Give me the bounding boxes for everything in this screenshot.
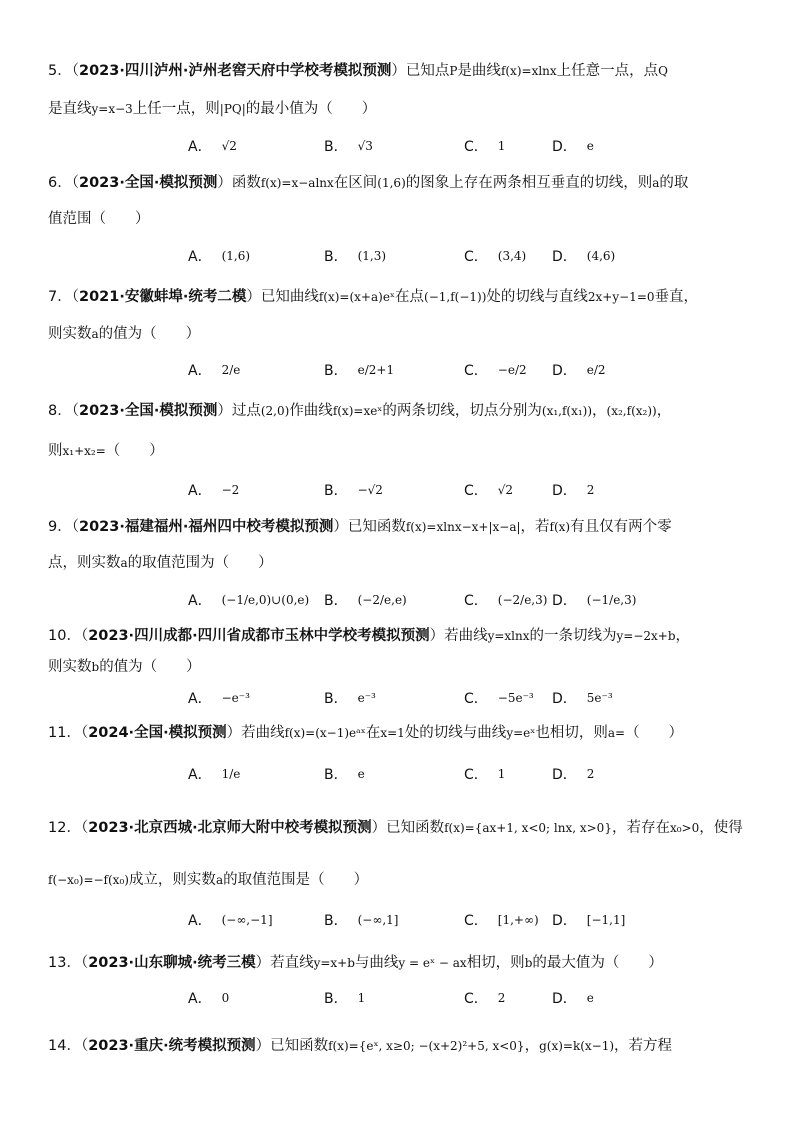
math-expression: a= <box>607 726 626 740</box>
question-text: 9．（ <box>48 519 79 535</box>
option-value: (3,4) <box>497 249 527 263</box>
math-expression: f(x)=(x−1)eᵃˣ <box>284 726 366 740</box>
question-text: ）过点 <box>217 403 261 419</box>
option-label: C． <box>464 249 488 265</box>
option-a <box>188 900 273 940</box>
question-6-line-1 <box>48 172 748 194</box>
question-text: 的最大值为（ ） <box>532 955 663 971</box>
option-value: 1/e <box>221 767 241 781</box>
question-5-options <box>188 126 748 166</box>
option-d <box>552 350 606 390</box>
question-text: ，若存在 <box>611 820 670 836</box>
question-text: 7．（ <box>48 289 79 305</box>
option-a <box>188 754 240 794</box>
option-c <box>464 754 505 794</box>
question-text: ）已知函数 <box>255 1038 329 1054</box>
question-10-options <box>188 678 748 718</box>
math-expression: x₀>0 <box>669 821 700 835</box>
source-tag: 2023·四川成都·四川省成都市玉林中学校考模拟预测 <box>88 628 430 644</box>
question-12-line-2 <box>48 869 748 891</box>
question-text: 则实数 <box>48 326 92 342</box>
option-c <box>464 236 526 276</box>
option-d <box>552 678 613 718</box>
option-value: 5e⁻³ <box>586 691 613 705</box>
option-label: A． <box>188 691 212 707</box>
question-text: ）已知点 <box>391 63 450 79</box>
math-expression: a <box>120 556 128 570</box>
option-label: A． <box>188 991 212 1007</box>
option-label: A． <box>188 593 212 609</box>
option-label: A． <box>188 249 212 265</box>
option-value: −e⁻³ <box>221 691 250 705</box>
option-label: B． <box>324 913 348 929</box>
option-value: (−∞,−1] <box>221 913 273 927</box>
question-text: ）若曲线 <box>226 725 285 741</box>
option-label: A． <box>188 483 212 499</box>
source-tag: 2024·全国·模拟预测 <box>88 725 227 741</box>
question-text: ， <box>675 628 691 644</box>
option-c <box>464 470 513 510</box>
question-text: 的值为（ ） <box>99 659 201 675</box>
question-text: 11．（ <box>48 725 89 741</box>
question-text: ）已知函数 <box>371 820 445 836</box>
question-text: ，若 <box>520 519 550 535</box>
option-label: C． <box>464 913 488 929</box>
option-label: B． <box>324 767 348 783</box>
source-tag: 2021·安徽蚌埠·统考二模 <box>78 289 247 305</box>
option-label: D． <box>552 913 577 929</box>
question-text: 12．（ <box>48 820 89 836</box>
question-13-options <box>188 978 748 1018</box>
question-12-options <box>188 900 748 940</box>
question-text: 则实数 <box>48 659 92 675</box>
option-label: B． <box>324 363 348 379</box>
option-b <box>324 900 398 940</box>
math-expression: y=x+b <box>313 956 355 970</box>
question-text: 的取值范围为（ ） <box>127 555 273 571</box>
option-d <box>552 236 615 276</box>
option-b <box>324 236 386 276</box>
question-text: 也相切，则 <box>535 725 608 741</box>
math-expression: |PQ| <box>219 102 246 116</box>
option-label: D． <box>552 483 577 499</box>
option-value: (−2/e,e) <box>357 593 407 607</box>
question-text: 成立，则实数 <box>128 872 216 888</box>
question-11-options <box>188 754 748 794</box>
question-text: ，若方程 <box>614 1038 673 1054</box>
option-label: B． <box>324 691 348 707</box>
option-value: 2/e <box>221 363 241 377</box>
question-text: （ ） <box>105 443 164 459</box>
option-label: C． <box>464 767 488 783</box>
math-expression: b <box>91 660 100 674</box>
question-text: 在区间 <box>333 175 378 191</box>
math-expression: Q <box>658 64 669 78</box>
math-expression: P <box>449 64 458 78</box>
option-value: [−1,1] <box>586 913 626 927</box>
source-tag: 2023·全国·模拟预测 <box>78 175 218 191</box>
option-b <box>324 126 373 166</box>
question-13-line-1 <box>48 952 748 974</box>
option-d <box>552 470 594 510</box>
option-b <box>324 978 365 1018</box>
option-label: B． <box>324 139 348 155</box>
question-text: 相切，则 <box>466 955 525 971</box>
option-label: D． <box>552 691 577 707</box>
option-value: −e/2 <box>497 363 527 377</box>
option-a <box>188 126 237 166</box>
option-b <box>324 470 383 510</box>
question-text: ， <box>592 403 607 419</box>
math-expression: (2,0) <box>260 404 290 418</box>
option-label: D． <box>552 593 577 609</box>
math-expression: f(x)=xeˣ <box>332 404 383 418</box>
question-text: 垂直， <box>654 289 699 305</box>
source-tag: 2023·山东聊城·统考三模 <box>88 955 256 971</box>
question-text: 的最小值为（ ） <box>245 101 377 117</box>
source-tag: 2023·四川泸州·泸州老窖天府中学校考模拟预测 <box>78 63 392 79</box>
question-9-line-1 <box>48 516 748 538</box>
option-d <box>552 900 625 940</box>
option-value: (1,6) <box>221 249 251 263</box>
source-tag: 2023·福建福州·福州四中校考模拟预测 <box>78 519 334 535</box>
math-expression: x₁+x₂= <box>62 444 106 458</box>
option-a <box>188 978 229 1018</box>
option-value: 2 <box>497 991 506 1005</box>
option-c <box>464 678 534 718</box>
question-6-options <box>188 236 748 276</box>
option-value: 1 <box>497 767 506 781</box>
question-text: 与曲线 <box>354 955 399 971</box>
question-text: 10．（ <box>48 628 89 644</box>
option-value: √2 <box>497 483 514 497</box>
math-expression: b <box>524 956 533 970</box>
option-value: e <box>586 991 594 1005</box>
option-label: D． <box>552 767 577 783</box>
question-7-options <box>188 350 748 390</box>
question-9-line-2 <box>48 552 748 574</box>
option-label: B． <box>324 593 348 609</box>
question-text: 上任一点，则 <box>132 101 220 117</box>
option-label: B． <box>324 249 348 265</box>
option-c <box>464 978 505 1018</box>
option-label: A． <box>188 913 212 929</box>
option-c <box>464 900 539 940</box>
option-label: C． <box>464 593 488 609</box>
source-tag: 2023·北京西城·北京师大附中校考模拟预测 <box>88 820 372 836</box>
option-value: e <box>586 139 594 153</box>
option-label: A． <box>188 767 212 783</box>
math-expression: x=1 <box>380 726 405 740</box>
question-text: 的一条切线为 <box>529 628 617 644</box>
option-d <box>552 580 636 620</box>
option-value: (4,6) <box>586 249 616 263</box>
option-c <box>464 580 547 620</box>
option-value: (−∞,1] <box>357 913 399 927</box>
math-expression: f(x)={eˣ, x≥0; −(x+2)²+5, x<0} <box>328 1039 525 1053</box>
question-text: 处的切线与曲线 <box>404 725 507 741</box>
option-c <box>464 350 527 390</box>
math-expression: g(x)=k(x−1) <box>539 1039 615 1053</box>
question-7-line-2 <box>48 323 748 345</box>
source-tag: 2023·重庆·统考模拟预测 <box>88 1038 256 1054</box>
option-value: −√2 <box>357 483 383 497</box>
math-expression: (x₂,f(x₂)) <box>606 404 657 418</box>
question-text: ， <box>656 403 672 419</box>
option-label: D． <box>552 139 577 155</box>
question-text: 的取 <box>659 175 689 191</box>
question-text: 值范围（ ） <box>48 211 150 227</box>
option-value: −5e⁻³ <box>497 691 534 705</box>
question-text: 有且仅有两个零 <box>570 519 672 535</box>
option-label: C． <box>464 691 488 707</box>
question-7-line-1 <box>48 286 748 308</box>
option-label: A． <box>188 139 212 155</box>
option-a <box>188 580 309 620</box>
option-value: (−2/e,3) <box>497 593 548 607</box>
option-value: (−1/e,0)∪(0,e) <box>221 593 310 607</box>
question-text: 上任意一点，点 <box>556 63 659 79</box>
option-value: 2 <box>586 483 595 497</box>
question-text: 8．（ <box>48 403 79 419</box>
question-text: ）若直线 <box>255 955 314 971</box>
option-label: C． <box>464 139 488 155</box>
math-expression: (−1,f(−1)) <box>424 290 487 304</box>
question-text: 是直线 <box>48 101 92 117</box>
option-d <box>552 126 594 166</box>
question-text: 是曲线 <box>457 63 501 79</box>
question-text: 在点 <box>395 289 425 305</box>
math-expression: a <box>215 873 224 887</box>
option-value: e/2 <box>586 363 606 377</box>
question-text: 6．（ <box>48 175 79 191</box>
option-value: [1,+∞) <box>497 913 539 927</box>
math-expression: y=xlnx <box>487 629 530 643</box>
option-value: 1 <box>497 139 506 153</box>
question-10-line-2 <box>48 656 748 678</box>
option-label: B． <box>324 483 348 499</box>
option-label: D． <box>552 363 577 379</box>
question-8-line-1 <box>48 400 748 422</box>
option-value: 0 <box>221 991 230 1005</box>
question-9-options <box>188 580 748 620</box>
question-text: 14．（ <box>48 1038 89 1054</box>
question-11-line-1 <box>48 722 748 744</box>
option-d <box>552 978 594 1018</box>
question-text: ）已知函数 <box>333 519 406 535</box>
source-tag: 2023·全国·模拟预测 <box>78 403 218 419</box>
question-text: ，使得 <box>699 820 743 836</box>
question-text: 的取值范围是（ ） <box>223 872 369 888</box>
question-text: 则 <box>48 443 63 459</box>
question-text: 的值为（ ） <box>98 326 201 342</box>
question-text: 在 <box>365 725 381 741</box>
question-text: 处的切线与直线 <box>486 289 588 305</box>
option-value: e/2+1 <box>357 363 395 377</box>
question-10-line-1 <box>48 625 748 647</box>
option-a <box>188 236 250 276</box>
question-12-line-1 <box>48 817 748 839</box>
option-label: C． <box>464 991 488 1007</box>
math-expression: y=−2x+b <box>616 629 676 643</box>
question-text: （ ） <box>625 725 684 741</box>
question-14-line-1 <box>48 1035 748 1057</box>
option-a <box>188 350 240 390</box>
option-value: e⁻³ <box>357 691 376 705</box>
option-b <box>324 580 407 620</box>
math-expression: 2x+y−1=0 <box>587 290 655 304</box>
math-expression: f(x)=xlnx−x+|x−a| <box>405 520 521 534</box>
question-text: 点，则实数 <box>48 555 121 571</box>
option-label: C． <box>464 483 488 499</box>
option-value: (1,3) <box>357 249 387 263</box>
math-expression: y=x−3 <box>91 102 133 116</box>
option-b <box>324 754 365 794</box>
option-value: √3 <box>357 139 373 153</box>
option-label: A． <box>188 363 212 379</box>
question-6-line-2 <box>48 208 748 230</box>
math-expression: f(x)=x−alnx <box>260 176 334 190</box>
question-text: ）若曲线 <box>429 628 488 644</box>
math-expression: a <box>91 327 99 341</box>
question-text: ）已知曲线 <box>246 289 319 305</box>
option-label: B． <box>324 991 348 1007</box>
option-b <box>324 350 394 390</box>
question-text: 作曲线 <box>289 403 333 419</box>
math-expression: f(x)=(x+a)eˣ <box>318 290 396 304</box>
math-expression: a <box>652 176 660 190</box>
question-text: 的图象上存在两条相互垂直的切线，则 <box>405 175 653 191</box>
option-value: 2 <box>586 767 595 781</box>
question-8-line-2 <box>48 440 748 462</box>
math-expression: f(x)={ax+1, x<0; lnx, x>0} <box>444 821 612 835</box>
math-expression: f(x)=xlnx <box>500 64 557 78</box>
math-expression: (x₁,f(x₁)) <box>541 404 593 418</box>
question-text: ）函数 <box>217 175 261 191</box>
option-value: 1 <box>357 991 366 1005</box>
question-text: 的两条切线，切点分别为 <box>382 403 542 419</box>
option-value: −2 <box>221 483 240 497</box>
question-text: 13．（ <box>48 955 89 971</box>
option-d <box>552 754 594 794</box>
math-expression: (1,6) <box>377 176 406 190</box>
question-8-options <box>188 470 748 510</box>
option-a <box>188 470 239 510</box>
option-c <box>464 126 505 166</box>
option-value: e <box>357 767 365 781</box>
option-b <box>324 678 376 718</box>
option-value: √2 <box>221 139 237 153</box>
option-label: C． <box>464 363 488 379</box>
option-value: (−1/e,3) <box>586 593 637 607</box>
math-expression: f(x) <box>549 520 571 534</box>
option-label: D． <box>552 991 577 1007</box>
question-5-line-1 <box>48 60 748 82</box>
math-expression: y = eˣ − ax <box>398 956 467 970</box>
option-label: D． <box>552 249 577 265</box>
option-a <box>188 678 250 718</box>
question-text: 5．（ <box>48 63 79 79</box>
math-expression: y=eˣ <box>506 726 536 740</box>
question-5-line-2 <box>48 98 748 120</box>
math-expression: f(−x₀)=−f(x₀) <box>48 873 129 887</box>
question-text: ， <box>524 1038 540 1054</box>
